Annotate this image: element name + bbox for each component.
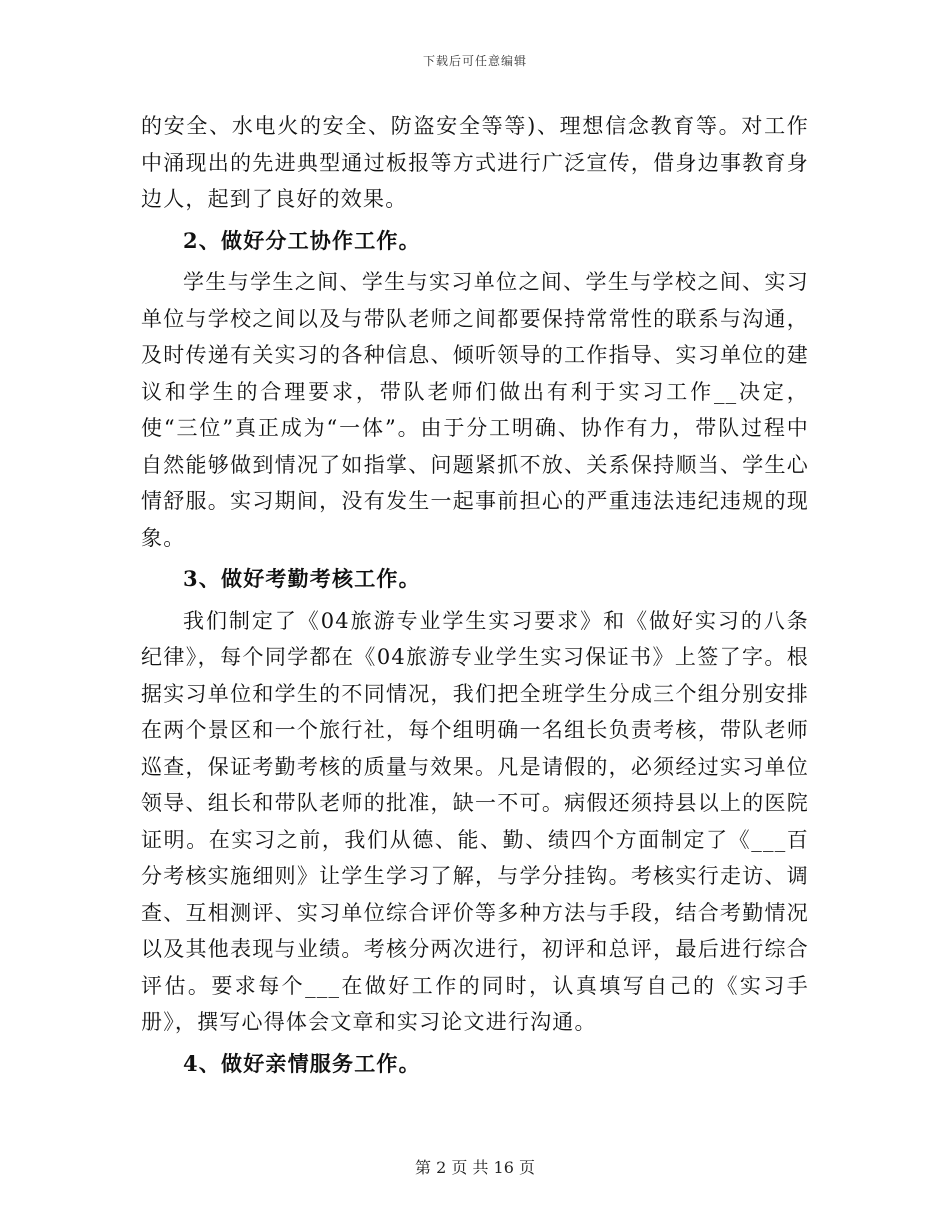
document-body <box>141 108 809 1087</box>
paragraph-division-cooperation: 学生与学生之间、学生与实习单位之间、学生与学校之间、实习单位与学校之间以及与带队老师之间都要保持常常性的联系与沟通，及时传递有关实习的各种信息、倾听领导的工作指导、实习单位的建议和学生的合理要求，带队老师们做出有利于实习工作__决定，使“三位”真正成为“一体”。由于分工明确、协作有力，带队过程中自然能够做到情况了如指掌、问题紧抓不放、关系保持顺当、学生心情舒服。实习期间，没有发生一起事前担心的严重违法违纪违规的现象。 <box>141 270 809 550</box>
page-header: 下载后可任意编辑 <box>422 54 527 68</box>
page-number-footer: 第 2 页 共 16 页 <box>415 1158 535 1177</box>
heading-attendance-assessment: 3、做好考勤考核工作。 <box>183 566 421 591</box>
paragraph-attendance-assessment: 我们制定了《04旅游专业学生实习要求》和《做好实习的八条纪律》，每个同学都在《04旅游专业学生实习保证书》上签了字。根据实习单位和学生的不同情况，我们把全班学生分成三个组分别安排在两个景区和一个旅行社，每个组明确一名组长负责考核，带队老师巡查，保证考勤考核的质量与效果。凡是请假的，必须经过实习单位领导、组长和带队老师的批准，缺一不可。病假还须持县以上的医院证明。在实习之前，我们从德、能、勤、绩四个方面制定了《___百分考核实施细则》让学生学习了解，与学分挂钩。考核实行走访、调查、互相测评、实习单位综合评价等多种方法与手段，结合考勤情况以及其他表现与业绩。考核分两次进行，初评和总评，最后进行综合评估。要求每个___在做好工作的同时，认真填写自己的《实习手册》，撰写心得体会文章和实习论文进行沟通。 <box>141 608 809 1034</box>
paragraph-safety-education: 的安全、水电火的安全、防盗安全等等)、理想信念教育等。对工作中涌现出的先进典型通过板报等方式进行广泛宣传，借身边事教育身边人，起到了良好的效果。 <box>141 114 809 211</box>
heading-family-service: 4、做好亲情服务工作。 <box>183 1050 421 1076</box>
heading-division-cooperation: 2、做好分工协作工作。 <box>183 227 421 253</box>
